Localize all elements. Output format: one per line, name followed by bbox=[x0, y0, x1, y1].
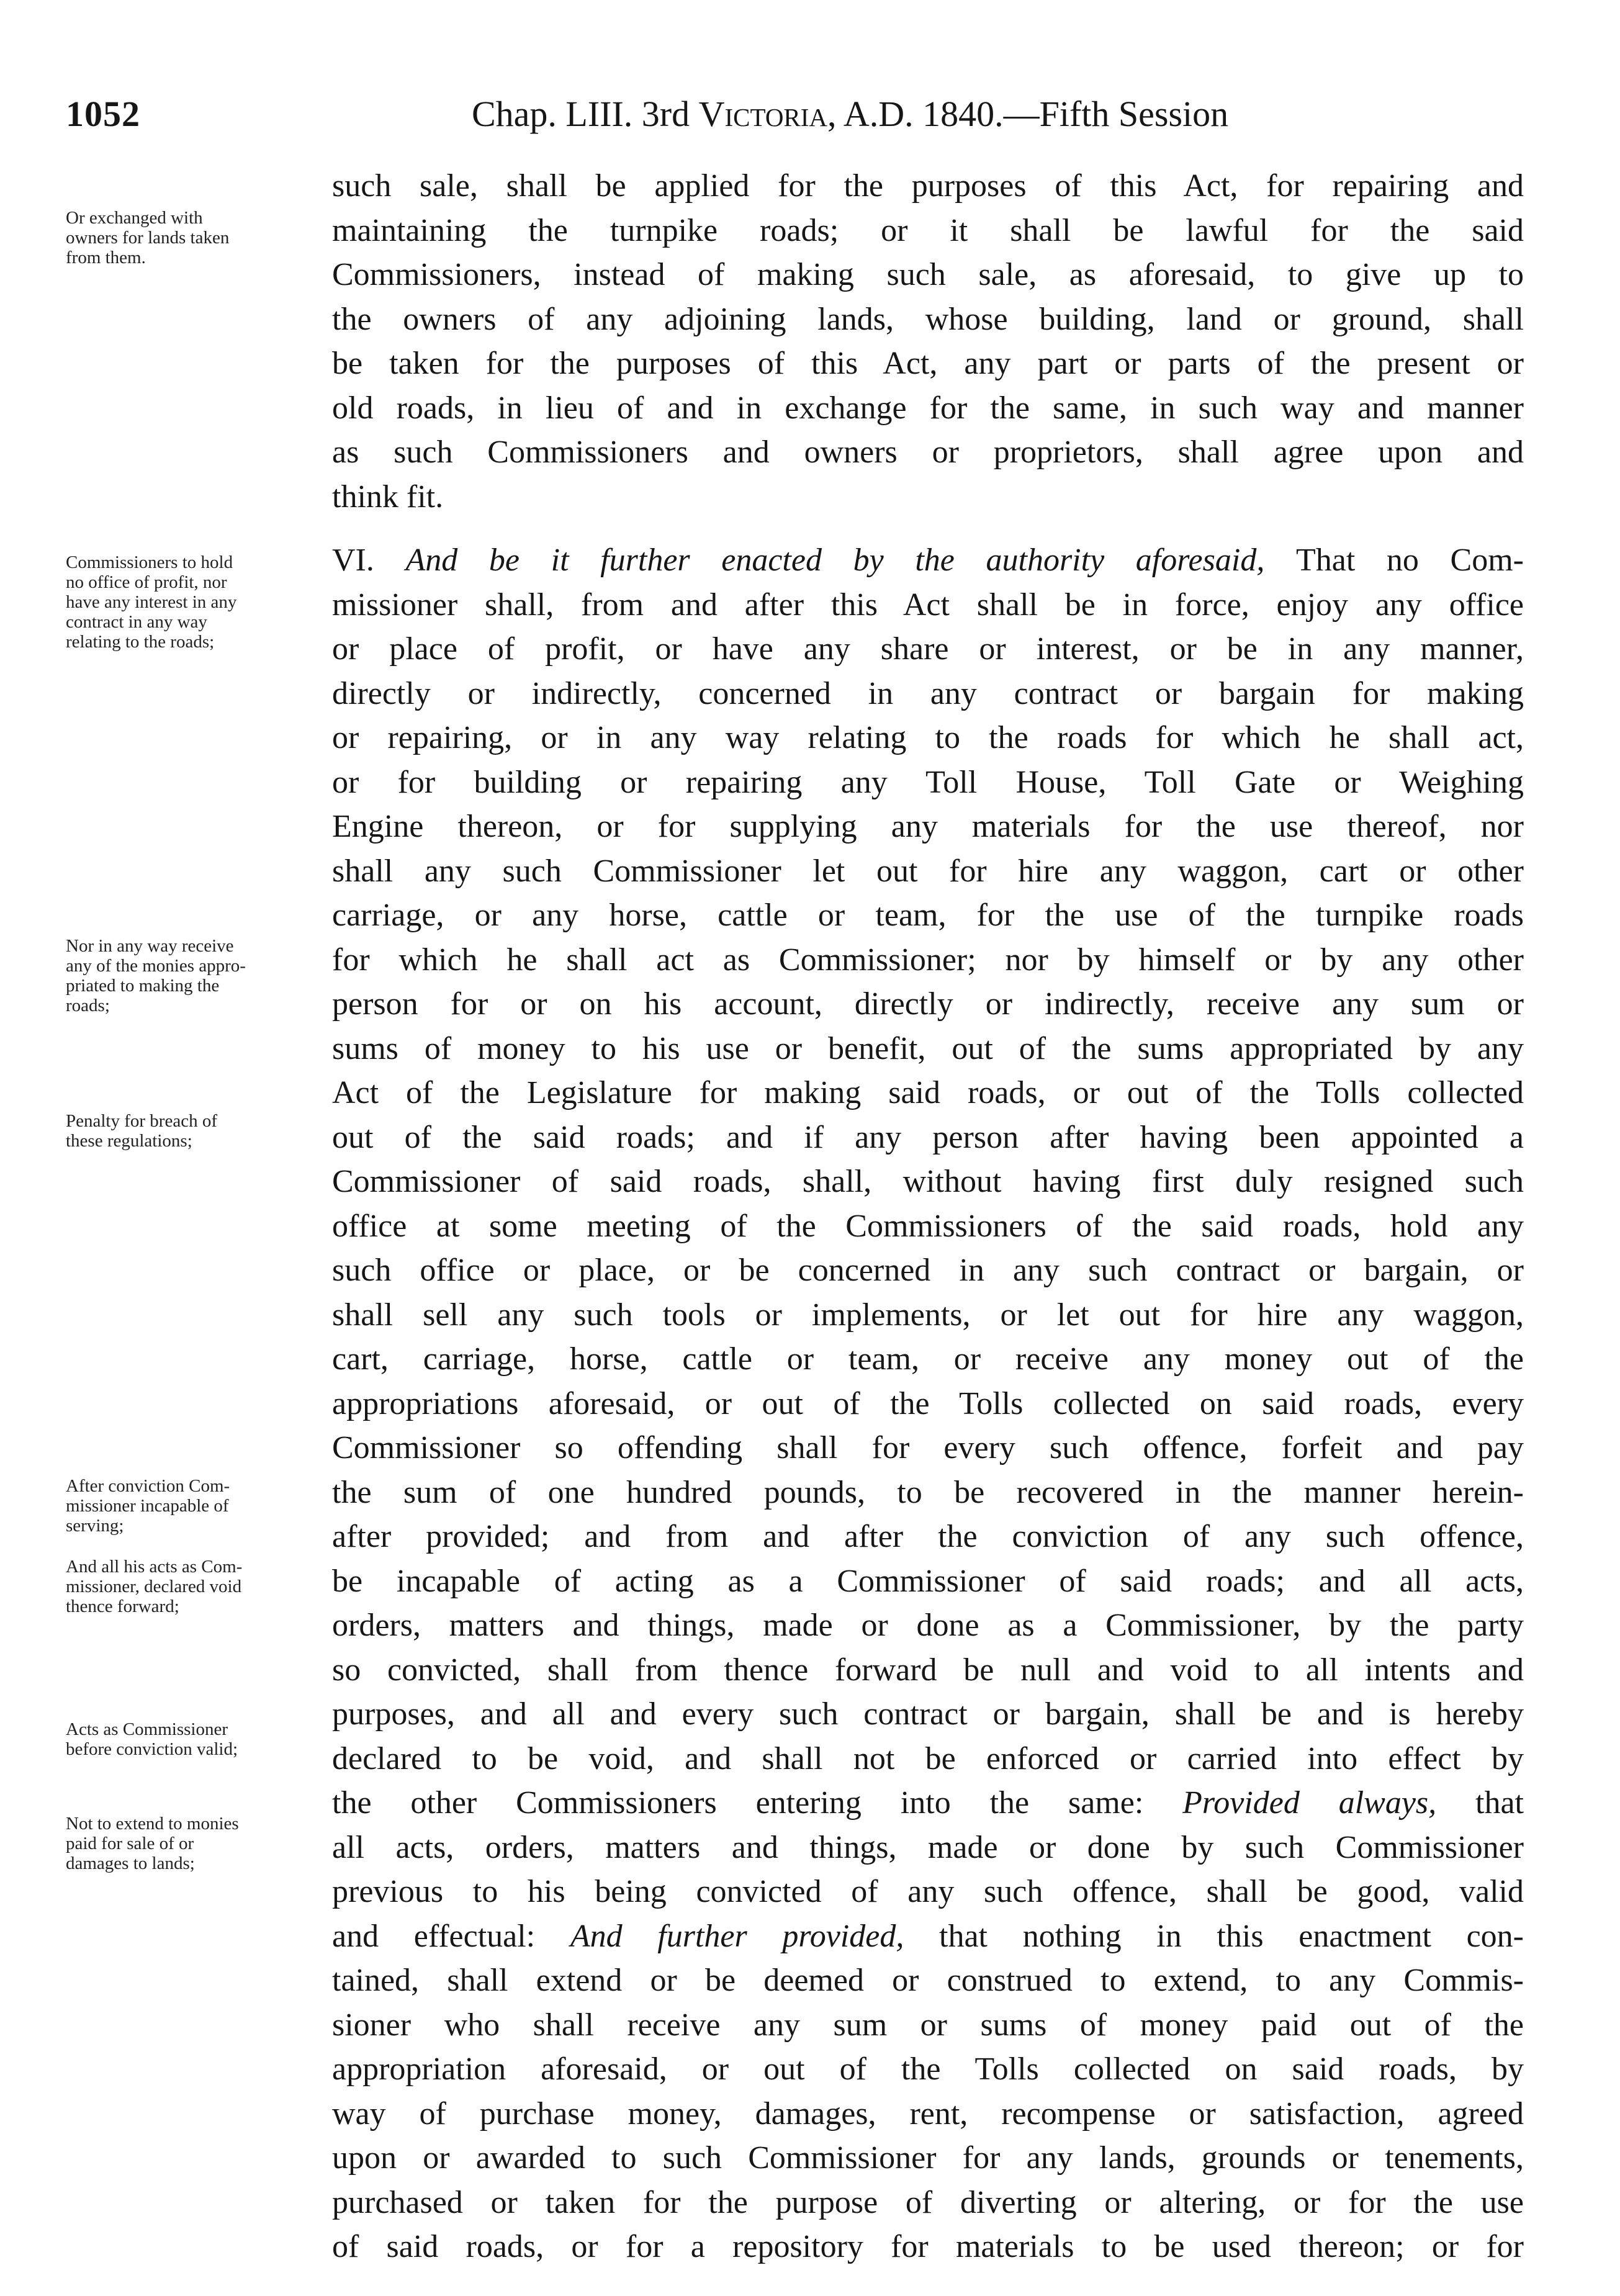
section-v-line: old roads, in lieu of and in exchange for the same, in such way and manner bbox=[332, 390, 1524, 426]
section-vi-line: purposes, and all and every such contract or bargain, shall be and is hereby bbox=[332, 1696, 1524, 1732]
margin-note-line: owners for lands taken bbox=[66, 228, 230, 248]
proviso-italic: Provided always, bbox=[1182, 1785, 1476, 1821]
section-vi-line: previous to his being convicted of any such offence, shall be good, valid bbox=[332, 1874, 1524, 1909]
section-vi-line: upon or awarded to such Commissioner for any lands, grounds or tenements, bbox=[332, 2140, 1524, 2176]
margin-note-line: Acts as Commissioner bbox=[66, 1719, 228, 1739]
margin-note bbox=[66, 1814, 314, 1873]
running-head bbox=[472, 93, 1228, 135]
proviso-post: that bbox=[1475, 1785, 1524, 1821]
page-header bbox=[0, 93, 1620, 143]
section-vi-line: or repairing, or in any way relating to the roads for which he shall act, bbox=[332, 720, 1524, 755]
section-vi-line: missioner shall, from and after this Act shall be in force, enjoy any office bbox=[332, 587, 1524, 623]
section-v-line: think fit. bbox=[332, 479, 444, 515]
margin-note-line: roads; bbox=[66, 996, 110, 1015]
section-vi-line: out of the said roads; and if any person after having been appointed a bbox=[332, 1119, 1524, 1155]
running-head-chapter: Chap. LIII. 3rd bbox=[472, 94, 699, 134]
section-vi-line: all acts, orders, matters and things, made or done by such Commissioner bbox=[332, 1829, 1524, 1865]
margin-note-line: Penalty for breach of bbox=[66, 1111, 217, 1131]
section-vi-line: or for building or repairing any Toll House, Toll Gate or Weighing bbox=[332, 764, 1524, 800]
margin-note-line: from them. bbox=[66, 248, 146, 268]
section-v-line: maintaining the turnpike roads; or it shall be lawful for the said bbox=[332, 212, 1524, 248]
section-vi-line: for which he shall act as Commissioner; nor by himself or by any other bbox=[332, 942, 1524, 978]
margin-note-line: Commissioners to hold bbox=[66, 552, 233, 572]
section-vi-line: Commissioner so offending shall for every such offence, forfeit and pay bbox=[332, 1430, 1524, 1465]
section-vi-line: tained, shall extend or be deemed or construed to extend, to any Commis- bbox=[332, 1963, 1524, 1998]
section-vi-line: or place of profit, or have any share or interest, or be in any manner, bbox=[332, 631, 1524, 667]
section-vi-line: orders, matters and things, made or done as a Commissioner, by the party bbox=[332, 1608, 1524, 1643]
section-vi-line: directly or indirectly, concerned in any contract or bargain for making bbox=[332, 675, 1524, 711]
section-vi-line: Act of the Legislature for making said roads, or out of the Tolls collected bbox=[332, 1075, 1524, 1110]
margin-note-line: priated to making the bbox=[66, 976, 220, 996]
section-vi-line: shall sell any such tools or implements, or let out for hire any waggon, bbox=[332, 1297, 1524, 1333]
proviso-post: that nothing in this enactment con- bbox=[939, 1918, 1524, 1954]
section-vi-line: sums of money to his use or benefit, out of the sums appropriated by any bbox=[332, 1030, 1524, 1066]
margin-note-line: before conviction valid; bbox=[66, 1739, 238, 1759]
margin-note-line: missioner, declared void bbox=[66, 1577, 242, 1596]
section-vi-line: the sum of one hundred pounds, to be recovered in the manner herein- bbox=[332, 1474, 1524, 1510]
proviso-line bbox=[332, 1781, 1524, 1825]
section-vi-line: declared to be void, and shall not be enforced or carried into effect by bbox=[332, 1740, 1524, 1776]
section-vi-line: so convicted, shall from thence forward be null and void to all intents and bbox=[332, 1652, 1524, 1688]
margin-note-line: serving; bbox=[66, 1516, 124, 1536]
section-vi-line: office at some meeting of the Commissioners of the said roads, hold any bbox=[332, 1208, 1524, 1244]
section-number: VI. bbox=[332, 542, 406, 578]
section-v-line: as such Commissioners and owners or proprietors, shall agree upon and bbox=[332, 434, 1524, 470]
margin-note-line: damages to lands; bbox=[66, 1853, 195, 1873]
section-vi-line: shall any such Commissioner let out for hire any waggon, cart or other bbox=[332, 853, 1524, 889]
margin-note bbox=[66, 1476, 314, 1536]
margin-note-line: paid for sale of or bbox=[66, 1834, 194, 1853]
margin-note-line: no office of profit, nor bbox=[66, 572, 227, 592]
section-vi-line: appropriations aforesaid, or out of the Tolls collected on said roads, every bbox=[332, 1385, 1524, 1421]
section-vi-line: appropriation aforesaid, or out of the Tolls collected on said roads, by bbox=[332, 2051, 1524, 2087]
margin-note-line: Nor in any way receive bbox=[66, 936, 234, 956]
section-v-line: Commissioners, instead of making such sale, as aforesaid, to give up to bbox=[332, 257, 1524, 292]
section-vi-line: sioner who shall receive any sum or sums of money paid out of the bbox=[332, 2007, 1524, 2043]
margin-note-line: relating to the roads; bbox=[66, 632, 215, 652]
page-number: 1052 bbox=[66, 94, 140, 134]
margin-note-line: Not to extend to monies bbox=[66, 1814, 239, 1834]
proviso-italic: And further provided, bbox=[570, 1918, 940, 1954]
enacting-clause: And be it further enacted by the authority aforesaid, bbox=[405, 542, 1296, 578]
margin-note-line: contract in any way bbox=[66, 612, 207, 632]
margin-note bbox=[66, 552, 314, 652]
section-v-line: be taken for the purposes of this Act, any part or parts of the present or bbox=[332, 346, 1524, 381]
margin-note bbox=[66, 208, 314, 268]
running-head-victoria: Victoria bbox=[698, 94, 828, 134]
running-head-session: , A.D. 1840.—Fifth Session bbox=[827, 94, 1229, 134]
margin-note-line: Or exchanged with bbox=[66, 208, 203, 228]
proviso-pre: and effectual: bbox=[332, 1918, 570, 1954]
section-vi-line: such office or place, or be concerned in any such contract or bargain, or bbox=[332, 1253, 1524, 1288]
section-vi-line: carriage, or any horse, cattle or team, for the use of the turnpike roads bbox=[332, 898, 1524, 933]
margin-note bbox=[66, 1111, 314, 1151]
section-vi-line: be incapable of acting as a Commissioner of said roads; and all acts, bbox=[332, 1563, 1524, 1599]
section-vi-line: person for or on his account, directly or indirectly, receive any sum or bbox=[332, 986, 1524, 1022]
margin-note bbox=[66, 1557, 314, 1616]
section-v-line: such sale, shall be applied for the purposes of this Act, for repairing and bbox=[332, 168, 1524, 204]
margin-note bbox=[66, 936, 314, 1015]
margin-note-line: have any interest in any bbox=[66, 592, 237, 612]
proviso-pre: the other Commissioners entering into the same: bbox=[332, 1785, 1183, 1821]
margin-note-line: these regulations; bbox=[66, 1131, 192, 1151]
section-vi-line: way of purchase money, damages, rent, recompense or satisfaction, agreed bbox=[332, 2096, 1524, 2132]
margin-note-line: missioner incapable of bbox=[66, 1496, 229, 1516]
section-vi-line: Engine thereon, or for supplying any materials for the use thereof, nor bbox=[332, 809, 1524, 844]
section-vi-heading-line bbox=[332, 539, 1524, 582]
section-vi-line: of said roads, or for a repository for materials to be used thereon; or for bbox=[332, 2229, 1524, 2264]
section-vi-line: purchased or taken for the purpose of diverting or altering, or for the use bbox=[332, 2184, 1524, 2220]
section-vi-line: Commissioner of said roads, shall, without having first duly resigned such bbox=[332, 1164, 1524, 1199]
margin-note bbox=[66, 1719, 314, 1759]
margin-note-line: any of the monies appro- bbox=[66, 956, 246, 976]
section-vi-line: after provided; and from and after the conviction of any such offence, bbox=[332, 1519, 1524, 1554]
heading-rest: That no Com- bbox=[1295, 542, 1524, 578]
margin-note-line: thence forward; bbox=[66, 1596, 179, 1616]
section-v-line: the owners of any adjoining lands, whose building, land or ground, shall bbox=[332, 301, 1524, 337]
proviso-line bbox=[332, 1915, 1524, 1958]
margin-note-line: And all his acts as Com- bbox=[66, 1557, 243, 1577]
margin-note-line: After conviction Com- bbox=[66, 1476, 230, 1496]
section-vi-line: cart, carriage, horse, cattle or team, or receive any money out of the bbox=[332, 1341, 1524, 1377]
